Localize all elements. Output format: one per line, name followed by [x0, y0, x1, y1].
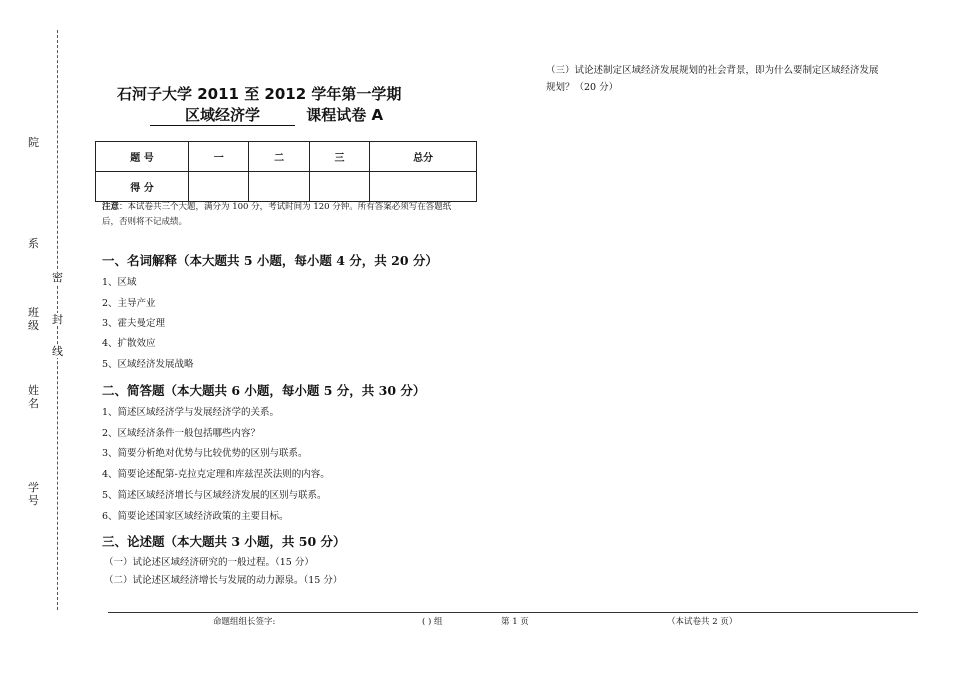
label-class: 班级 — [28, 306, 39, 332]
footer-signature: 命题组组长签字: — [213, 617, 276, 627]
list-item: 4、扩散效应 — [102, 338, 156, 349]
label-department: 系 — [28, 237, 39, 250]
list-item: （一）试论述区域经济研究的一般过程。（15 分） — [104, 557, 314, 568]
footer-rule — [108, 612, 918, 613]
label-student-id: 学号 — [28, 481, 39, 507]
course-line — [150, 104, 383, 126]
col-1: 一 — [189, 142, 249, 172]
score-cell-total[interactable] — [370, 172, 477, 202]
seal-char-feng: 封 — [52, 313, 63, 326]
paper-label: 课程试卷 A — [306, 106, 384, 124]
list-item: 1、简述区域经济学与发展经济学的关系。 — [102, 407, 280, 418]
right-question-line-1: （三）试论述制定区域经济发展规划的社会背景，即为什么要制定区域经济发展 — [546, 65, 879, 76]
section-heading-1: 一、名词解释（本大题共 5 小题，每小题 4 分，共 20 分） — [102, 253, 438, 268]
note-line-1 — [102, 200, 451, 215]
score-cell-1[interactable] — [189, 172, 249, 202]
score-cell-3[interactable] — [309, 172, 369, 202]
seal-char-xian: 线 — [52, 345, 63, 358]
row-title-question: 题 号 — [96, 142, 189, 172]
row-title-score: 得 分 — [96, 172, 189, 202]
list-item: 3、简要分析绝对优势与比较优势的区别与联系。 — [102, 448, 308, 459]
list-item: 2、主导产业 — [102, 298, 156, 309]
list-item: 3、霍夫曼定理 — [102, 318, 166, 329]
note-text-1: ：本试卷共三个大题，满分为 100 分，考试时间为 120 分钟。所有答案必须写在答题纸 — [119, 202, 452, 212]
col-2: 二 — [249, 142, 309, 172]
list-item: 5、区域经济发展战略 — [102, 359, 194, 370]
list-item: 4、简要论述配第-克拉克定理和库兹涅茨法则的内容。 — [102, 469, 330, 480]
right-question-line-2: 规划？（20 分） — [546, 82, 619, 93]
exam-title: 石河子大学 2011 至 2012 学年第一学期 — [117, 85, 402, 103]
note-label: 注意 — [102, 202, 120, 212]
section-heading-2: 二、简答题（本大题共 6 小题，每小题 5 分，共 30 分） — [102, 383, 426, 398]
section-heading-3: 三、论述题（本大题共 3 小题，共 50 分） — [102, 534, 346, 549]
col-3: 三 — [309, 142, 369, 172]
list-item: 5、简述区域经济增长与区域经济发展的区别与联系。 — [102, 490, 327, 501]
score-table — [95, 141, 477, 202]
list-item: 1、区域 — [102, 277, 137, 288]
score-cell-2[interactable] — [249, 172, 309, 202]
footer-group: ( ) 组 — [422, 617, 443, 627]
list-item: （二）试论述区域经济增长与发展的动力源泉。（15 分） — [104, 575, 343, 586]
list-item: 2、区域经济条件一般包括哪些内容？ — [102, 428, 261, 439]
col-total: 总分 — [370, 142, 477, 172]
score-table-header-row — [96, 142, 477, 172]
score-table-score-row — [96, 172, 477, 202]
footer-total-pages: （本试卷共 2 页） — [667, 617, 738, 627]
course-name: 区域经济学 — [150, 104, 295, 126]
footer-page-number: 第 1 页 — [501, 617, 529, 627]
label-college: 院 — [28, 136, 39, 149]
list-item: 6、简要论述国家区域经济政策的主要目标。 — [102, 511, 289, 522]
label-name: 姓名 — [28, 384, 39, 410]
note-text-2: 后，否则将不记成绩。 — [102, 217, 188, 227]
seal-char-mi: 密 — [52, 271, 63, 284]
